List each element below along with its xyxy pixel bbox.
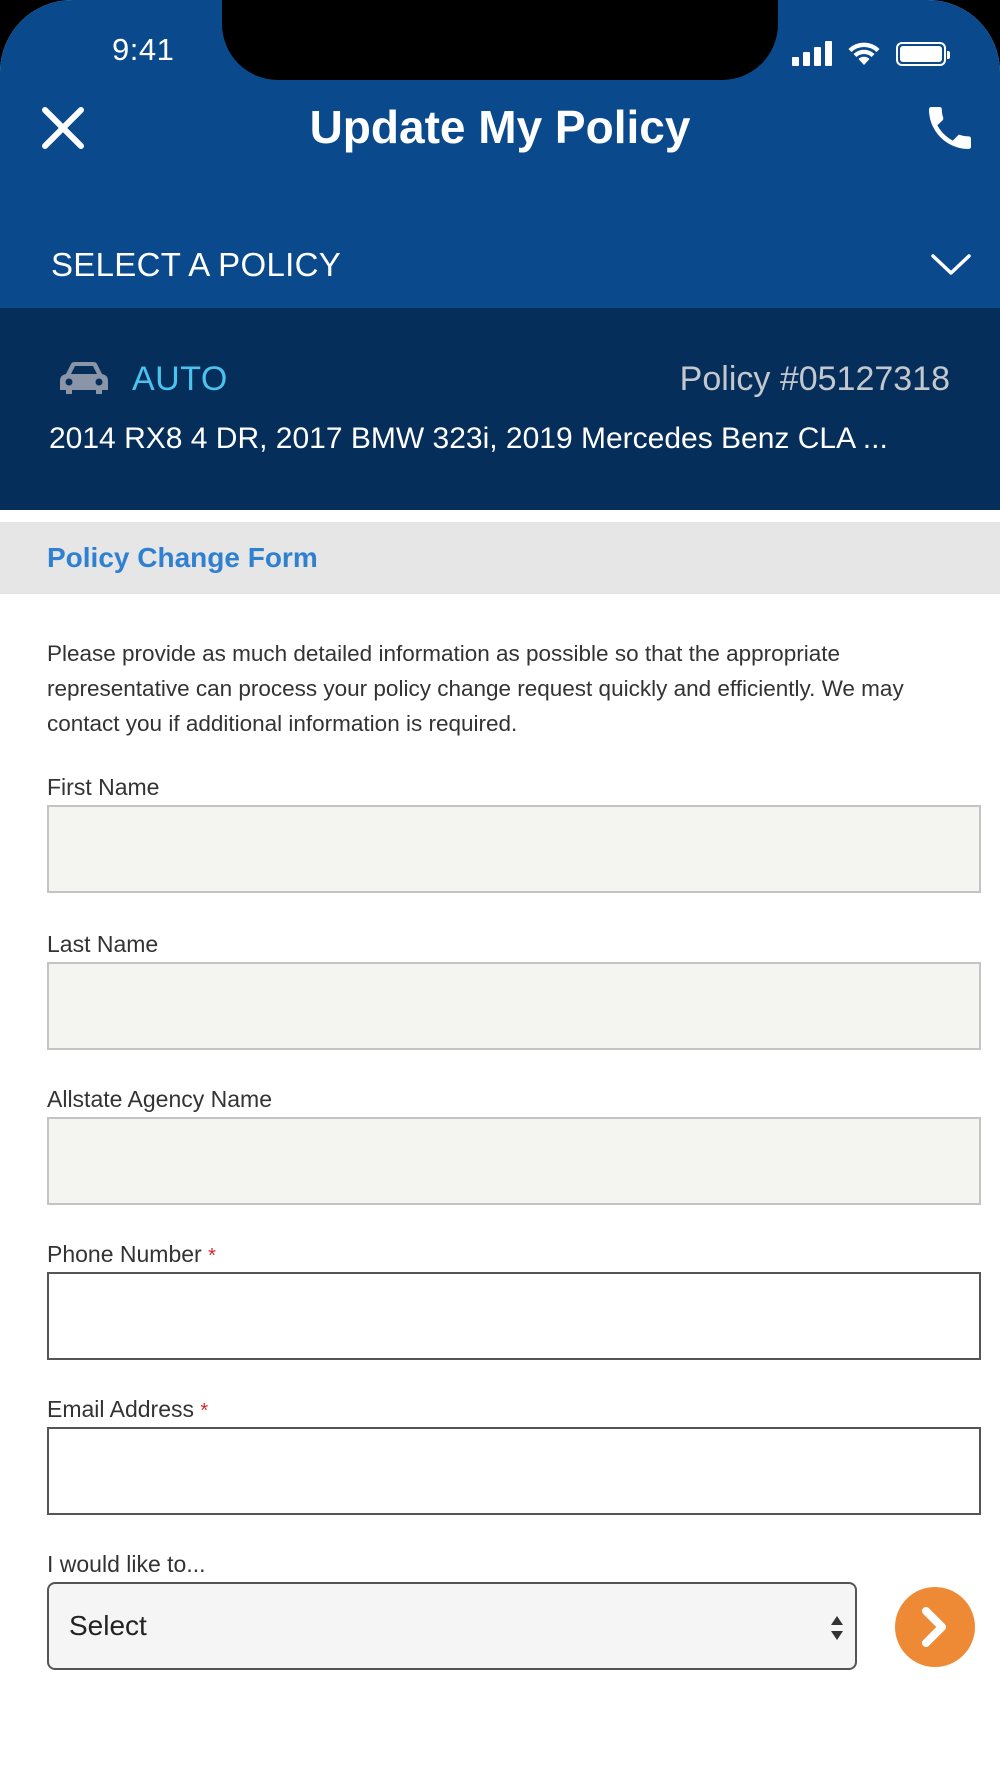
- required-marker: *: [200, 1400, 209, 1422]
- policy-selector-label: SELECT A POLICY: [51, 246, 342, 283]
- page-title: Update My Policy: [309, 101, 691, 153]
- email-address-field[interactable]: [47, 1427, 981, 1515]
- policy-number: Policy #05127318: [679, 360, 950, 398]
- required-marker: *: [208, 1245, 216, 1267]
- email-address-label: [47, 1396, 208, 1423]
- action-select-value: Select: [69, 1610, 147, 1641]
- form-title: Policy Change Form: [47, 542, 318, 573]
- agency-name-label: Allstate Agency Name: [47, 1086, 273, 1112]
- phone-number-label-text: Phone Number: [47, 1241, 202, 1267]
- status-icons: [792, 36, 946, 66]
- call-button[interactable]: [922, 100, 978, 156]
- chevron-down-icon: [930, 252, 972, 278]
- battery-icon: [896, 42, 946, 66]
- policy-vehicles: 2014 RX8 4 DR, 2017 BMW 323i, 2019 Mercedes Benz CLA ...: [49, 422, 888, 455]
- wifi-icon: [846, 40, 882, 66]
- phone-number-label: [47, 1241, 216, 1268]
- form-header: [0, 522, 1000, 594]
- select-arrows-icon: [829, 1614, 845, 1642]
- app-header: [0, 0, 1000, 308]
- action-select[interactable]: [47, 1582, 857, 1670]
- action-label: I would like to...: [47, 1551, 206, 1577]
- first-name-field[interactable]: [47, 805, 981, 893]
- next-button[interactable]: [895, 1587, 975, 1667]
- last-name-field[interactable]: [47, 962, 981, 1050]
- policy-type: AUTO: [132, 360, 228, 398]
- car-icon: [58, 360, 110, 396]
- phone-icon: [922, 100, 978, 156]
- policy-selector[interactable]: [0, 230, 1000, 308]
- last-name-label: Last Name: [47, 931, 159, 957]
- status-time: 9:41: [112, 32, 175, 67]
- first-name-label: First Name: [47, 774, 160, 800]
- agency-name-field[interactable]: [47, 1117, 981, 1205]
- email-address-label-text: Email Address: [47, 1396, 195, 1422]
- policy-card[interactable]: [0, 308, 1000, 510]
- form-intro: Please provide as much detailed information as possible so that the appropriate representative can process your policy change request quickly and efficiently. We may contact you if additional information is required.: [47, 641, 904, 736]
- device-notch: [222, 0, 778, 80]
- phone-number-field[interactable]: [47, 1272, 981, 1360]
- chevron-right-icon: [915, 1605, 955, 1649]
- cellular-signal-icon: [792, 40, 832, 66]
